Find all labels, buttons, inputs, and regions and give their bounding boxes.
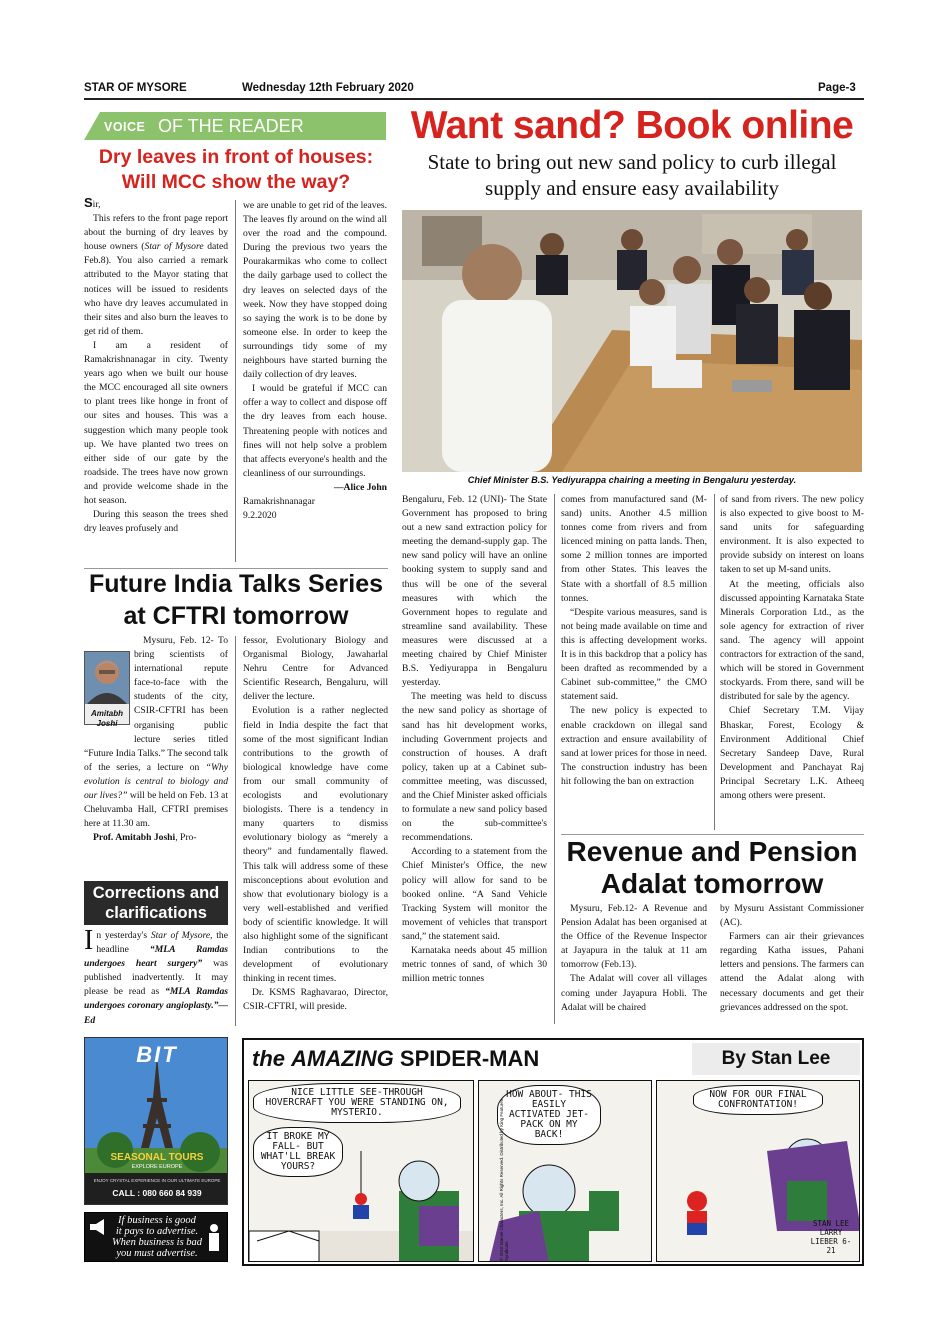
talks-photo-float xyxy=(84,649,134,735)
adalat-para-b: The Adalat will cover all villages coming under Jayapura Hobli. The Adalat will be chaired xyxy=(561,973,707,1013)
voice-para-5: I would be grateful if MCC can offer a way to collect and dispose off the dry leaves from each house. Threatening people with notices and fines will not help solve a problem that affects everyone's health and the cleanliness of our surroundings. xyxy=(243,383,387,479)
panel-1-balloon-2: IT BROKE MY FALL- BUT WHAT'LL BREAK YOURS? xyxy=(253,1127,343,1177)
corrections-bold-1: “MLA Ramdas undergoes heart surgery” xyxy=(84,944,228,970)
corrections-title-2: clarifications xyxy=(105,904,207,922)
panel-2-balloon-1: HOW ABOUT- THIS EASILY ACTIVATED JET-PACK ON MY BACK! xyxy=(497,1085,601,1145)
talks-headline-1: Future India Talks Series xyxy=(88,570,384,598)
voice-signoff: —Alice John xyxy=(333,481,387,493)
voice-banner-notch xyxy=(84,112,100,140)
voice-col-divider xyxy=(235,200,236,562)
corrections-dropcap: I xyxy=(84,929,94,956)
talks-para-b-rest: , Pro- xyxy=(175,832,197,844)
house-ad-line-1: If business is good xyxy=(118,1215,196,1226)
sand-col-1-para-b: The meeting was held to discuss the new sand policy as shortage of sand has hit development works, including Government projects and construction of houses. A draft policy, taken up at a Cabinet sub-committee meeting, was discussed, and the Chief Minister asked officials to formulate a new sand policy based on the sub-committee's recommendations. xyxy=(402,691,547,844)
photo-caption: Chief Minister B.S. Yediyurappa chairing a meeting in Bengaluru yesterday. xyxy=(467,475,797,485)
comic-byline-box xyxy=(692,1043,860,1075)
voice-dropcap: S xyxy=(84,196,93,210)
talks-top-rule xyxy=(84,568,388,569)
voice-para-1a: This refers to the front page report about the burning of dry leaves by house owners ( xyxy=(84,213,228,253)
comic-copyright: © 2018 Marvel Characters, Inc. All Rights Reserved. Distributed by King Features Syndicate xyxy=(499,1098,509,1261)
talks-col-1 xyxy=(84,634,228,874)
sand-col-2-para-c: The new policy is expected to enable crackdown on illegal sand extraction and ensure availability of sand at lower prices for those in need. The construction industry has been hit following the ban on extraction xyxy=(561,705,707,787)
sand-col-2-para-a: comes from manufactured sand (M-sand) units. Another 4.5 million tonnes come from rivers and from licenced mining on patta lands. Then, some 2 million tonnes are imported from other States. This leaves the State with a shortfall of 8.5 million tonnes. xyxy=(561,494,707,604)
comic-title xyxy=(252,1046,539,1072)
comic-signature: STAN LEE LARRY LIEBER 6-21 xyxy=(810,1219,852,1255)
voice-salutation xyxy=(84,196,228,212)
voice-banner xyxy=(84,112,386,140)
talks-headline-2: at CFTRI tomorrow xyxy=(123,602,349,630)
voice-para-1 xyxy=(84,212,228,339)
voice-para-2: I am a resident of Ramakrishnanagar in city. Twenty years ago when we built our house the MCC encouraged all site owners to plant trees like honge in front of our sites and houses. This was a suggestion which many people took up. We have planted two trees on either side of our gate by the roadside. The trees have now grown and provide welcome shade in the hot season. xyxy=(84,339,228,506)
corrections-box xyxy=(84,881,228,925)
sand-headline: Want sand? Book online xyxy=(410,104,854,147)
voice-tag-bold: VOICE xyxy=(104,120,146,134)
corrections-text xyxy=(84,929,228,1029)
adalat-headline-2: Adalat tomorrow xyxy=(600,868,824,899)
corrections-text-c: was published inadvertently. It may please be read as xyxy=(84,958,228,998)
adalat-para-a: Mysuru, Feb.12- A Revenue and Pension Adalat has been organised at the Office of the Revenue Inspector at Jayapura in the taluk at 11 am tomorrow (Feb.13). xyxy=(561,903,707,971)
corrections-bold-2: “MLA Ramdas undergoes coronary angioplasty.”—Ed xyxy=(84,986,228,1026)
voice-col-2 xyxy=(243,199,387,565)
talks-col-divider xyxy=(235,636,236,1026)
sand-col-1-para-a: Bengaluru, Feb. 12 (UNI)- The State Government has proposed to bring out a new sand extraction policy for meeting the demand-supply gap. The new sand policy will have an online booking system to supply sand and thus will be one of the several measures with which the Government hopes to regulate and streamline sand availability. These measures were discussed at a meeting chaired by Chief Minister B.S. Yediyurappa in Bengaluru yesterday. xyxy=(402,494,547,689)
voice-para-3: During this season the trees shed dry leaves profusely and xyxy=(84,509,228,535)
corrections-text-b: , the headline xyxy=(96,930,228,956)
sand-col-1 xyxy=(402,493,547,1029)
panel-3-balloon-1: NOW FOR OUR FINAL CONFRONTATION! xyxy=(693,1085,823,1115)
issue-date: Wednesday 12th February 2020 xyxy=(242,82,414,94)
house-ad-line-2: it pays to advertise. xyxy=(115,1226,199,1237)
adalat-col-1 xyxy=(561,902,707,1028)
voice-salutation-rest: ir, xyxy=(92,199,101,210)
sand-col-3-para-c: Chief Secretary T.M. Vijay Bhaskar, Forest, Ecology & Environment Additional Chief Secretary Sandeep Dave, Rural Development and Panchayat Raj Principal Secretary L.K. Atheeq among others were present. xyxy=(720,705,864,801)
voice-tag-rest: OF THE READER xyxy=(158,116,304,136)
author-name-2: Joshi xyxy=(96,719,118,728)
talks-speaker: Prof. Amitabh Joshi xyxy=(93,832,176,844)
talks-lecture-title: “Why evolution is central to biology and our lives?” xyxy=(84,761,228,802)
meeting-photo-illustration xyxy=(402,210,862,472)
voice-para-1-italic: Star of Mysore xyxy=(144,241,204,253)
sand-col-1-para-d: Karnataka needs about 45 million metric tonnes of sand, of which 30 million metric tonnes xyxy=(402,945,547,985)
talks-para-a-text: Mysuru, Feb. 12- To bring scientists of international repute face-to-face with the students of the city, CSIR-CFTRI has been organising public lecture series titled “Future India Talks.” The second talk of the series, a lecture on xyxy=(84,635,228,773)
comic-panel-3 xyxy=(656,1080,860,1262)
meeting-photo xyxy=(402,210,862,472)
adalat-para-d: Farmers can air their grievances regarding Katha issues, Pahani letters and pensions. The farmers can attend the Adalat along with necessary documents and get their grievances addressed on the spot. xyxy=(720,931,864,1013)
paper-name: STAR OF MYSORE xyxy=(84,82,187,94)
sand-col-3-para-a: of sand from rivers. The new policy is also expected to give boost to M-sand units for safeguarding environment. It is also expected to provide subsidy on interest on loans taken to set up M-sand units. xyxy=(720,494,864,576)
house-ad xyxy=(84,1212,228,1262)
comic-panel-2 xyxy=(478,1080,652,1262)
adalat-top-rule xyxy=(561,834,864,835)
talks-para-d: Evolution is a rather neglected field in India despite the fact that some of the most significant Indian contributions to the growth of biological knowledge have come from our small community of ecologists and evolutionary biologists. There is a tendency in many quarters to dismiss evolutionary biology as “merely a theory” and fundamentally flawed. This talk will address some of these misconceptions about evolution and show that evolutionary biology is a very well-established and verified body of scientific knowledge. It will also highlight some of the significant Indian contributions to the development of evolutionary thinking in recent times. xyxy=(243,705,388,985)
corrections-italic: Star of Mysore xyxy=(150,930,211,941)
comic-title-main: AMAZING xyxy=(291,1046,394,1071)
bit-tours-ad[interactable] xyxy=(84,1037,228,1205)
adalat-headline-1: Revenue and Pension xyxy=(566,836,858,867)
talks-col-2 xyxy=(243,634,388,1030)
talks-para-a-rest: will be held on Feb. 13 at Cheluvamba Hall, CFTRI premises here at 11.30 am. xyxy=(84,790,228,830)
voice-place: Ramakrishnanagar xyxy=(243,495,315,507)
sand-subhead-2: supply and ensure easy availability xyxy=(485,176,779,200)
voice-para-4: we are unable to get rid of the leaves. The leaves fly around on the wind all over the road and the compound. During the previous two years the Pourakarmikas who come to collect the daily garbage used to collect the dry leaves on selected days of the week. Now they have stopped doing so saying the work is to be done by someone else. In order to keep the surroundings tidy some of my neighbours have started burning the daily collection of dry leaves. xyxy=(243,200,387,381)
comic-title-rest: SPIDER-MAN xyxy=(399,1046,540,1071)
masthead-rule xyxy=(84,98,864,100)
voice-para-1b: dated Feb.8). You also carried a remark attributed to the Mayor stating that notices will be issued to residents who have dry leaves accumulated in their sites and also burn the leaves to get rid of them. xyxy=(84,241,228,337)
comic-byline: By Stan Lee xyxy=(721,1048,831,1069)
house-ad-line-4: you must advertise. xyxy=(116,1248,198,1259)
sand-col-3-para-b: At the meeting, officials also discussed appointing Karnataka State Minerals Corporation Ltd., as the sole agency for extraction of river sand. The agency will appoint contractors for extraction of the sand, which will be stored in Government stockyards. From there, sand will be distributed for sale by the agency. xyxy=(720,578,864,703)
corrections-title-1: Corrections and xyxy=(92,884,220,902)
comic-title-the: the xyxy=(252,1046,285,1071)
sand-divider-2 xyxy=(714,494,715,830)
voice-headline-1: Dry leaves in front of houses: xyxy=(98,146,374,168)
page-number: Page-3 xyxy=(818,82,856,94)
corrections-para xyxy=(84,929,228,1028)
bit-call: CALL : 080 660 84 939 xyxy=(112,1188,202,1198)
house-ad-line-3: When business is bad xyxy=(111,1237,203,1248)
sand-divider-1 xyxy=(554,494,555,1024)
bit-sub: EXPLORE EUROPE xyxy=(131,1164,183,1170)
talks-para-e: Dr. KSMS Raghavarao, Director, CSIR-CFTRI, will preside. xyxy=(243,987,388,1013)
comic-panel-1 xyxy=(248,1080,474,1262)
sand-subhead-1: State to bring out new sand policy to curb illegal xyxy=(427,150,837,174)
adalat-para-c: by Mysuru Assistant Commissioner (AC). xyxy=(720,903,864,929)
sand-col-1-para-c: According to a statement from the Chief Minister's Office, the new policy will allow for sand to be booked online. “A Sand Vehicle Tracking System will monitor the movement of vehicles that transport sand,” the statement said. xyxy=(402,846,547,942)
sand-col-2-para-b: “Despite various measures, sand is not being made available on time and this is affecting development works. It is in this backdrop that a policy has been drafted as recommended by a Cabinet sub-committee,” the CMO statement said. xyxy=(561,606,707,703)
talks-para-b xyxy=(84,831,228,845)
author-name-1: Amitabh xyxy=(91,709,123,718)
comic-strip xyxy=(242,1038,864,1266)
corrections-text-a: n yesterday's xyxy=(96,930,151,941)
bit-line: ENJOY CRYSTAL EXPERIENCE IN OUR ULTIMATE EUROPE xyxy=(93,1178,221,1183)
talks-para-c: fessor, Evolutionary Biology and Organismal Biology, Jawaharlal Nehru Centre for Advanced Scientific Research, Bengaluru, will deliver the lecture. xyxy=(243,635,388,703)
voice-letter-date: 9.2.2020 xyxy=(243,510,277,522)
adalat-col-2 xyxy=(720,902,864,1028)
panel-1-balloon-1: NICE LITTLE SEE-THROUGH HOVERCRAFT YOU WERE STANDING ON, MYSTERIO. xyxy=(253,1083,461,1123)
bit-logo: BIT xyxy=(136,1042,178,1067)
sand-col-2 xyxy=(561,493,707,831)
voice-col-1 xyxy=(84,196,228,566)
voice-headline-2: Will MCC show the way? xyxy=(121,171,351,193)
bit-tag: SEASONAL TOURS xyxy=(110,1152,204,1163)
sand-col-3 xyxy=(720,493,864,831)
